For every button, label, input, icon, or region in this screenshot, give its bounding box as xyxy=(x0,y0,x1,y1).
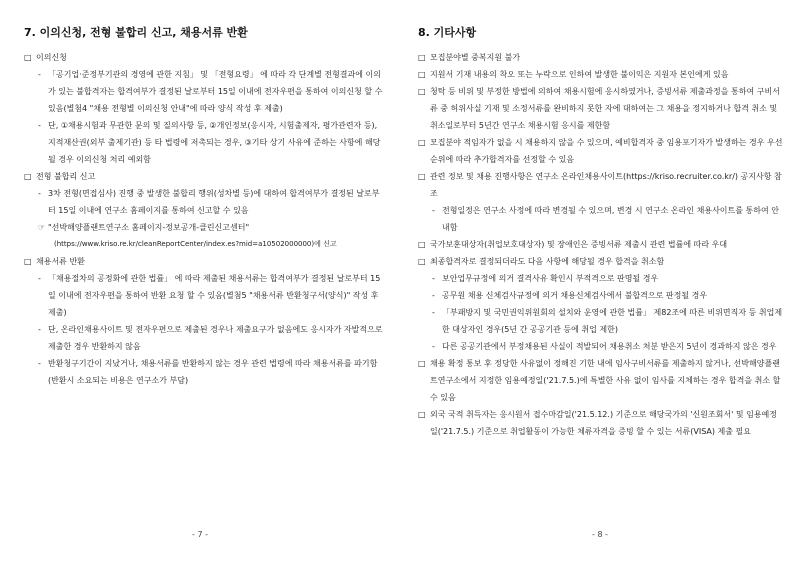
bullet-marker: □ xyxy=(24,257,32,266)
item-text: 국가보훈대상자(취업보호대상자) 및 장애인은 증빙서류 제출시 관련 법률에 따라 우대 xyxy=(430,240,728,249)
section-item xyxy=(24,168,384,185)
bullet-marker: - xyxy=(38,359,41,368)
bullet-marker: □ xyxy=(418,359,426,368)
bullet-marker: □ xyxy=(418,70,426,79)
section-item xyxy=(418,83,784,134)
bullet-marker: - xyxy=(432,206,435,215)
bullet-marker: □ xyxy=(418,172,426,181)
section-item xyxy=(418,168,784,202)
sub-item xyxy=(432,270,784,287)
sub-item xyxy=(54,236,384,253)
bullet-marker: - xyxy=(38,325,41,334)
bullet-marker: □ xyxy=(418,138,426,147)
item-text: 최종합격자로 결정되더라도 다음 사항에 해당될 경우 합격을 취소함 xyxy=(430,257,665,266)
bullet-marker: - xyxy=(38,274,41,283)
item-text: 외국 국적 취득자는 응시원서 접수마감일('21.5.12.) 기준으로 해당국가의 '신원조회서' 및 임용예정일('21.7.5.) 기준으로 취업활동이 가능한 체류자격을 증빙 할 수 있는 서류(VISA) 제출 필요 xyxy=(430,410,778,436)
item-text: 다른 공공기관에서 부정채용된 사실이 적발되어 채용취소 처분 받은지 5년이 경과하지 않은 경우 xyxy=(442,342,777,351)
section-7-list xyxy=(24,49,384,389)
section-item xyxy=(418,253,784,270)
bullet-marker: - xyxy=(432,291,435,300)
item-text: 반환청구기간이 지났거나, 채용서류를 반환하지 않는 경우 관련 법령에 따라 채용서류를 파기함(반환시 소요되는 비용은 연구소가 부담) xyxy=(48,359,378,385)
item-text: (https://www.kriso.re.kr/cleanReportCenter/index.es?mid=a10502000000)에 신고 xyxy=(54,240,337,248)
sub-item xyxy=(38,219,384,236)
sub-item xyxy=(38,66,384,117)
section-7-title: 7. 이의신청, 전형 불합리 신고, 채용서류 반환 xyxy=(24,26,248,39)
item-text: 「공기업·준정부기관의 경영에 관한 지침」 및 「전형요령」 에 따라 각 단계별 전형결과에 이의가 있는 불합격자는 합격여부가 결정된 날로부터 15일 이내에 전자우편을 통하여 이의신청 할 수 있음(별첨4 "채용 전형별 이의신청 안내"에 따라 양식 작성 후 제출) xyxy=(48,70,383,113)
item-text: 모집분야별 중복지원 불가 xyxy=(430,53,521,62)
item-text: 「부패방지 및 국민권익위원회의 설치와 운영에 관한 법률」 제82조에 따른 비위면직자 등 취업제한 대상자인 경우(5년 간 공공기관 등에 취업 제한) xyxy=(442,308,783,334)
item-text: 단, ①채용시험과 무관한 문의 및 질의사항 등, ②개인정보(응시자, 시험출제자, 평가관련자 등), 지적재산권(외부 출제기관) 등 타 법령에 저촉되는 경우, ③기타 상기 사유에 준하는 사항에 해당될 경우 이의신청 처리 예외함 xyxy=(48,121,381,164)
item-text: 단, 온라인채용사이트 및 전자우편으로 제출된 경우나 제출요구가 없음에도 응시자가 자발적으로 제출한 경우 반환하지 않음 xyxy=(48,325,383,351)
bullet-marker: - xyxy=(38,70,41,79)
bullet-marker: - xyxy=(432,274,435,283)
item-text: "선박해양플랜트연구소 홈페이지-정보공개-클린신고센터" xyxy=(48,223,250,232)
sub-item xyxy=(432,304,784,338)
section-item xyxy=(24,253,384,270)
page-number: - 7 - xyxy=(192,530,208,539)
item-text: 지원서 기재 내용의 착오 또는 누락으로 인하여 발생한 불이익은 지원자 본인에게 있음 xyxy=(430,70,729,79)
page-8-content xyxy=(418,24,784,440)
bullet-marker: ☞ xyxy=(38,223,46,232)
page-8 xyxy=(400,0,800,566)
section-item xyxy=(418,66,784,83)
item-text: 3차 전형(면접심사) 진행 중 발생한 불합리 행위(성차별 등)에 대하여 합격여부가 결정된 날로부터 15일 이내에 연구소 홈페이지를 통하여 신고할 수 있음 xyxy=(48,189,380,215)
sub-item xyxy=(38,117,384,168)
page-7-content xyxy=(24,24,384,389)
bullet-marker: - xyxy=(432,308,435,317)
bullet-marker: - xyxy=(432,342,435,351)
item-text: 공무원 채용 신체검사규정에 의거 채용신체검사에서 불합격으로 판정될 경우 xyxy=(442,291,708,300)
section-8-list xyxy=(418,49,784,440)
bullet-marker: □ xyxy=(418,53,426,62)
item-text: 모집분야 적임자가 없을 시 채용하지 않을 수 있으며, 예비합격자 중 임용포기자가 발생하는 경우 우선순위에 따라 추가합격자를 선정할 수 있음 xyxy=(430,138,783,164)
item-text: 이의신청 xyxy=(36,53,67,62)
item-text: 채용서류 반환 xyxy=(36,257,85,266)
item-text: 보안업무규정에 의거 결격사유 확인시 부적격으로 판명될 경우 xyxy=(442,274,659,283)
section-8-title: 8. 기타사항 xyxy=(418,26,477,39)
section-item xyxy=(418,236,784,253)
bullet-marker: - xyxy=(38,121,41,130)
bullet-marker: □ xyxy=(418,240,426,249)
item-text: 청탁 등 비위 및 부정한 방법에 의하여 채용시험에 응시하였거나, 증빙서류 제출과정을 통하여 구비서류 중 허위사실 기재 및 소정서류를 완비하지 못한 자에 대하여는 그 채용을 정지하거나 합격 취소 및 취소일로부터 5년간 연구소 채용시험 응시를 제한함 xyxy=(430,87,780,130)
sub-item xyxy=(38,270,384,321)
section-item xyxy=(418,134,784,168)
item-text: 「채용절차의 공정화에 관한 법률」 에 따라 제출된 채용서류는 합격여부가 결정된 날로부터 15일 이내에 전자우편을 통하여 반환 요청 할 수 있음(별첨5 "채용서류 반환청구서(양식)" 작성 후 제출) xyxy=(48,274,381,317)
sub-item xyxy=(432,202,784,236)
section-item xyxy=(24,49,384,66)
bullet-marker: □ xyxy=(24,172,32,181)
bullet-marker: □ xyxy=(24,53,32,62)
sub-item xyxy=(38,185,384,219)
item-text: 전형일정은 연구소 사정에 따라 변경될 수 있으며, 변경 시 연구소 온라인 채용사이트를 통하여 안내함 xyxy=(442,206,779,232)
sub-item xyxy=(432,287,784,304)
item-text: 관련 정보 및 채용 진행사항은 연구소 온라인채용사이트(https://kriso.recruiter.co.kr/) 공지사항 참조 xyxy=(430,172,782,198)
sub-item xyxy=(38,321,384,355)
item-text: 채용 확정 통보 후 정당한 사유없이 정해진 기한 내에 임사구비서류를 제출하지 않거나, 선박해양플랜트연구소에서 지정한 임용예정일('21.7.5.)에 특별한 사유 없이 임사를 지체하는 경우 합격을 취소 할 수 있음 xyxy=(430,359,781,402)
bullet-marker: □ xyxy=(418,410,426,419)
bullet-marker: - xyxy=(38,189,41,198)
section-item xyxy=(418,49,784,66)
page-number: - 8 - xyxy=(592,530,608,539)
section-item xyxy=(418,355,784,406)
sub-item xyxy=(432,338,784,355)
bullet-marker: □ xyxy=(418,257,426,266)
section-item xyxy=(418,406,784,440)
bullet-marker: □ xyxy=(418,87,426,96)
sub-item xyxy=(38,355,384,389)
item-text: 전형 불합리 신고 xyxy=(36,172,96,181)
